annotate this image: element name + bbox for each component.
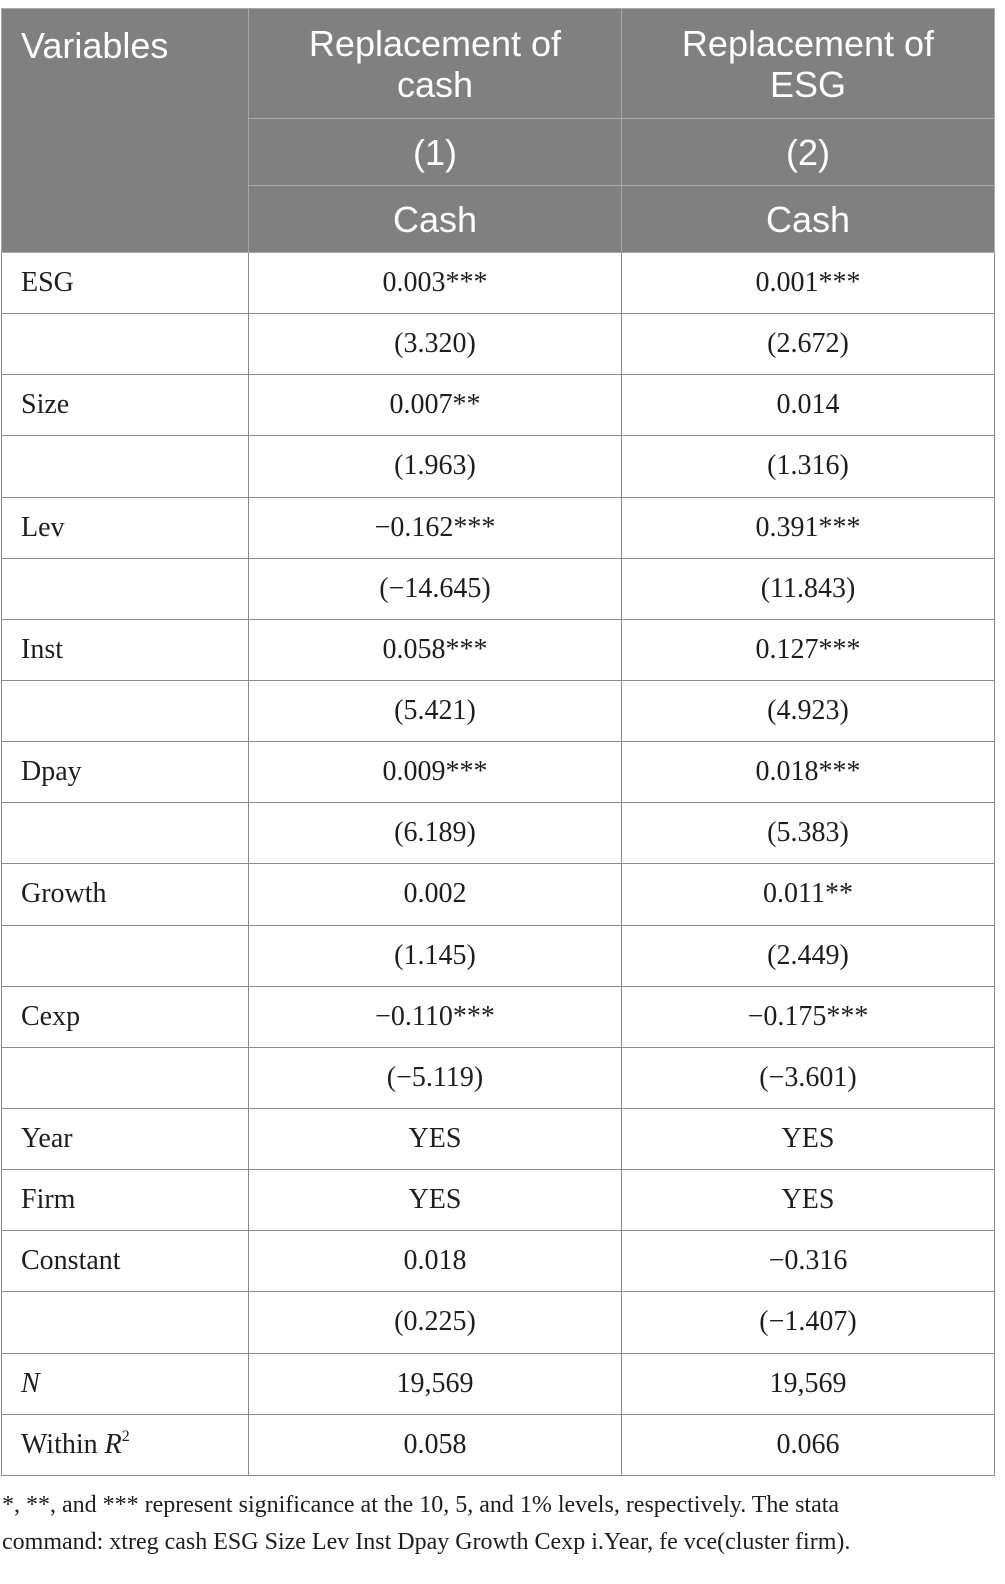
col2-tstat: (−3.601) [622,1047,995,1108]
variable-label: Cexp [2,986,249,1047]
col1-value: 0.009*** [249,742,622,803]
col2-number: (2) [622,119,995,186]
col1-value: 0.058*** [249,619,622,680]
col1-number: (1) [249,119,622,186]
variable-label [2,1414,249,1475]
col2-value: −0.175*** [622,986,995,1047]
variable-label-empty [2,1047,249,1108]
variable-label: Dpay [2,742,249,803]
col2-title: Replacement of ESG [622,9,995,119]
col2-value: 0.011** [622,864,995,925]
col1-tstat: (−5.119) [249,1047,622,1108]
header-row-titles [2,9,995,119]
col2-tstat: (5.383) [622,803,995,864]
col2-tstat: (11.843) [622,558,995,619]
table-row [2,619,995,680]
variable-label: Firm [2,1170,249,1231]
variable-label: Lev [2,497,249,558]
variable-label: Size [2,375,249,436]
table-row [2,375,995,436]
col2-tstat: (2.672) [622,314,995,375]
col2-value: 0.066 [622,1414,995,1475]
table-row [2,558,995,619]
col1-value: 0.002 [249,864,622,925]
col1-tstat: (5.421) [249,680,622,741]
variable-label [2,1353,249,1414]
regression-table [1,8,995,1476]
variable-label-empty [2,1292,249,1353]
col1-tstat: (−14.645) [249,558,622,619]
table-footnote [2,1487,850,1561]
col2-value: YES [622,1170,995,1231]
col2-dependent-variable: Cash [622,186,995,253]
col1-value: −0.110*** [249,986,622,1047]
col2-tstat: (4.923) [622,680,995,741]
r-squared-exponent: 2 [121,1427,130,1445]
col2-value: 0.018*** [622,742,995,803]
col1-value: YES [249,1170,622,1231]
col1-value: 19,569 [249,1353,622,1414]
variable-label-empty [2,680,249,741]
col2-value: 0.001*** [622,253,995,314]
col2-tstat: (2.449) [622,925,995,986]
col2-tstat: (−1.407) [622,1292,995,1353]
table-row [2,986,995,1047]
table-row [2,1231,995,1292]
table-row [2,803,995,864]
col2-tstat: (1.316) [622,436,995,497]
r-squared-symbol: R [104,1428,122,1460]
variable-label-empty [2,436,249,497]
table-body [2,253,995,1476]
col1-value: YES [249,1108,622,1169]
col1-tstat: (1.145) [249,925,622,986]
variable-label-empty [2,803,249,864]
table-row [2,436,995,497]
table-row [2,497,995,558]
footnote-line: command: xtreg cash ESG Size Lev Inst Dpay Growth Cexp i.Year, fe vce(cluster firm). [2,1529,851,1555]
col2-value: 0.127*** [622,619,995,680]
col1-value: 0.018 [249,1231,622,1292]
variable-label-empty [2,558,249,619]
variable-label: Growth [2,864,249,925]
table-header [2,9,995,253]
col2-value: 0.391*** [622,497,995,558]
table-row [2,680,995,741]
col2-value: YES [622,1108,995,1169]
col1-value: 0.007** [249,375,622,436]
col1-dependent-variable: Cash [249,186,622,253]
table-row [2,742,995,803]
col1-tstat: (1.963) [249,436,622,497]
table-row [2,864,995,925]
table-row [2,1047,995,1108]
table-row [2,1108,995,1169]
col2-value: −0.316 [622,1231,995,1292]
col1-tstat: (3.320) [249,314,622,375]
variable-label: Inst [2,619,249,680]
col1-tstat: (6.189) [249,803,622,864]
col2-value: 0.014 [622,375,995,436]
variable-label: Year [2,1108,249,1169]
table-row [2,1170,995,1231]
table-row [2,314,995,375]
regression-table-container [1,8,994,1476]
variable-label: Constant [2,1231,249,1292]
within-label-prefix: Within [21,1428,105,1460]
footnote-line: *, **, and *** represent significance at the 10, 5, and 1% levels, respectively. The stata [2,1492,840,1518]
table-row [2,253,995,314]
col2-value: 19,569 [622,1353,995,1414]
variable-label-empty [2,925,249,986]
col1-value: −0.162*** [249,497,622,558]
table-row [2,925,995,986]
col1-value: 0.058 [249,1414,622,1475]
variables-header: Variables [2,9,249,253]
table-row [2,1414,995,1475]
table-row [2,1292,995,1353]
col1-value: 0.003*** [249,253,622,314]
variable-label-empty [2,314,249,375]
table-row [2,1353,995,1414]
observations-symbol: N [21,1367,40,1399]
variable-label: ESG [2,253,249,314]
col1-title: Replacement of cash [249,9,622,119]
col1-tstat: (0.225) [249,1292,622,1353]
